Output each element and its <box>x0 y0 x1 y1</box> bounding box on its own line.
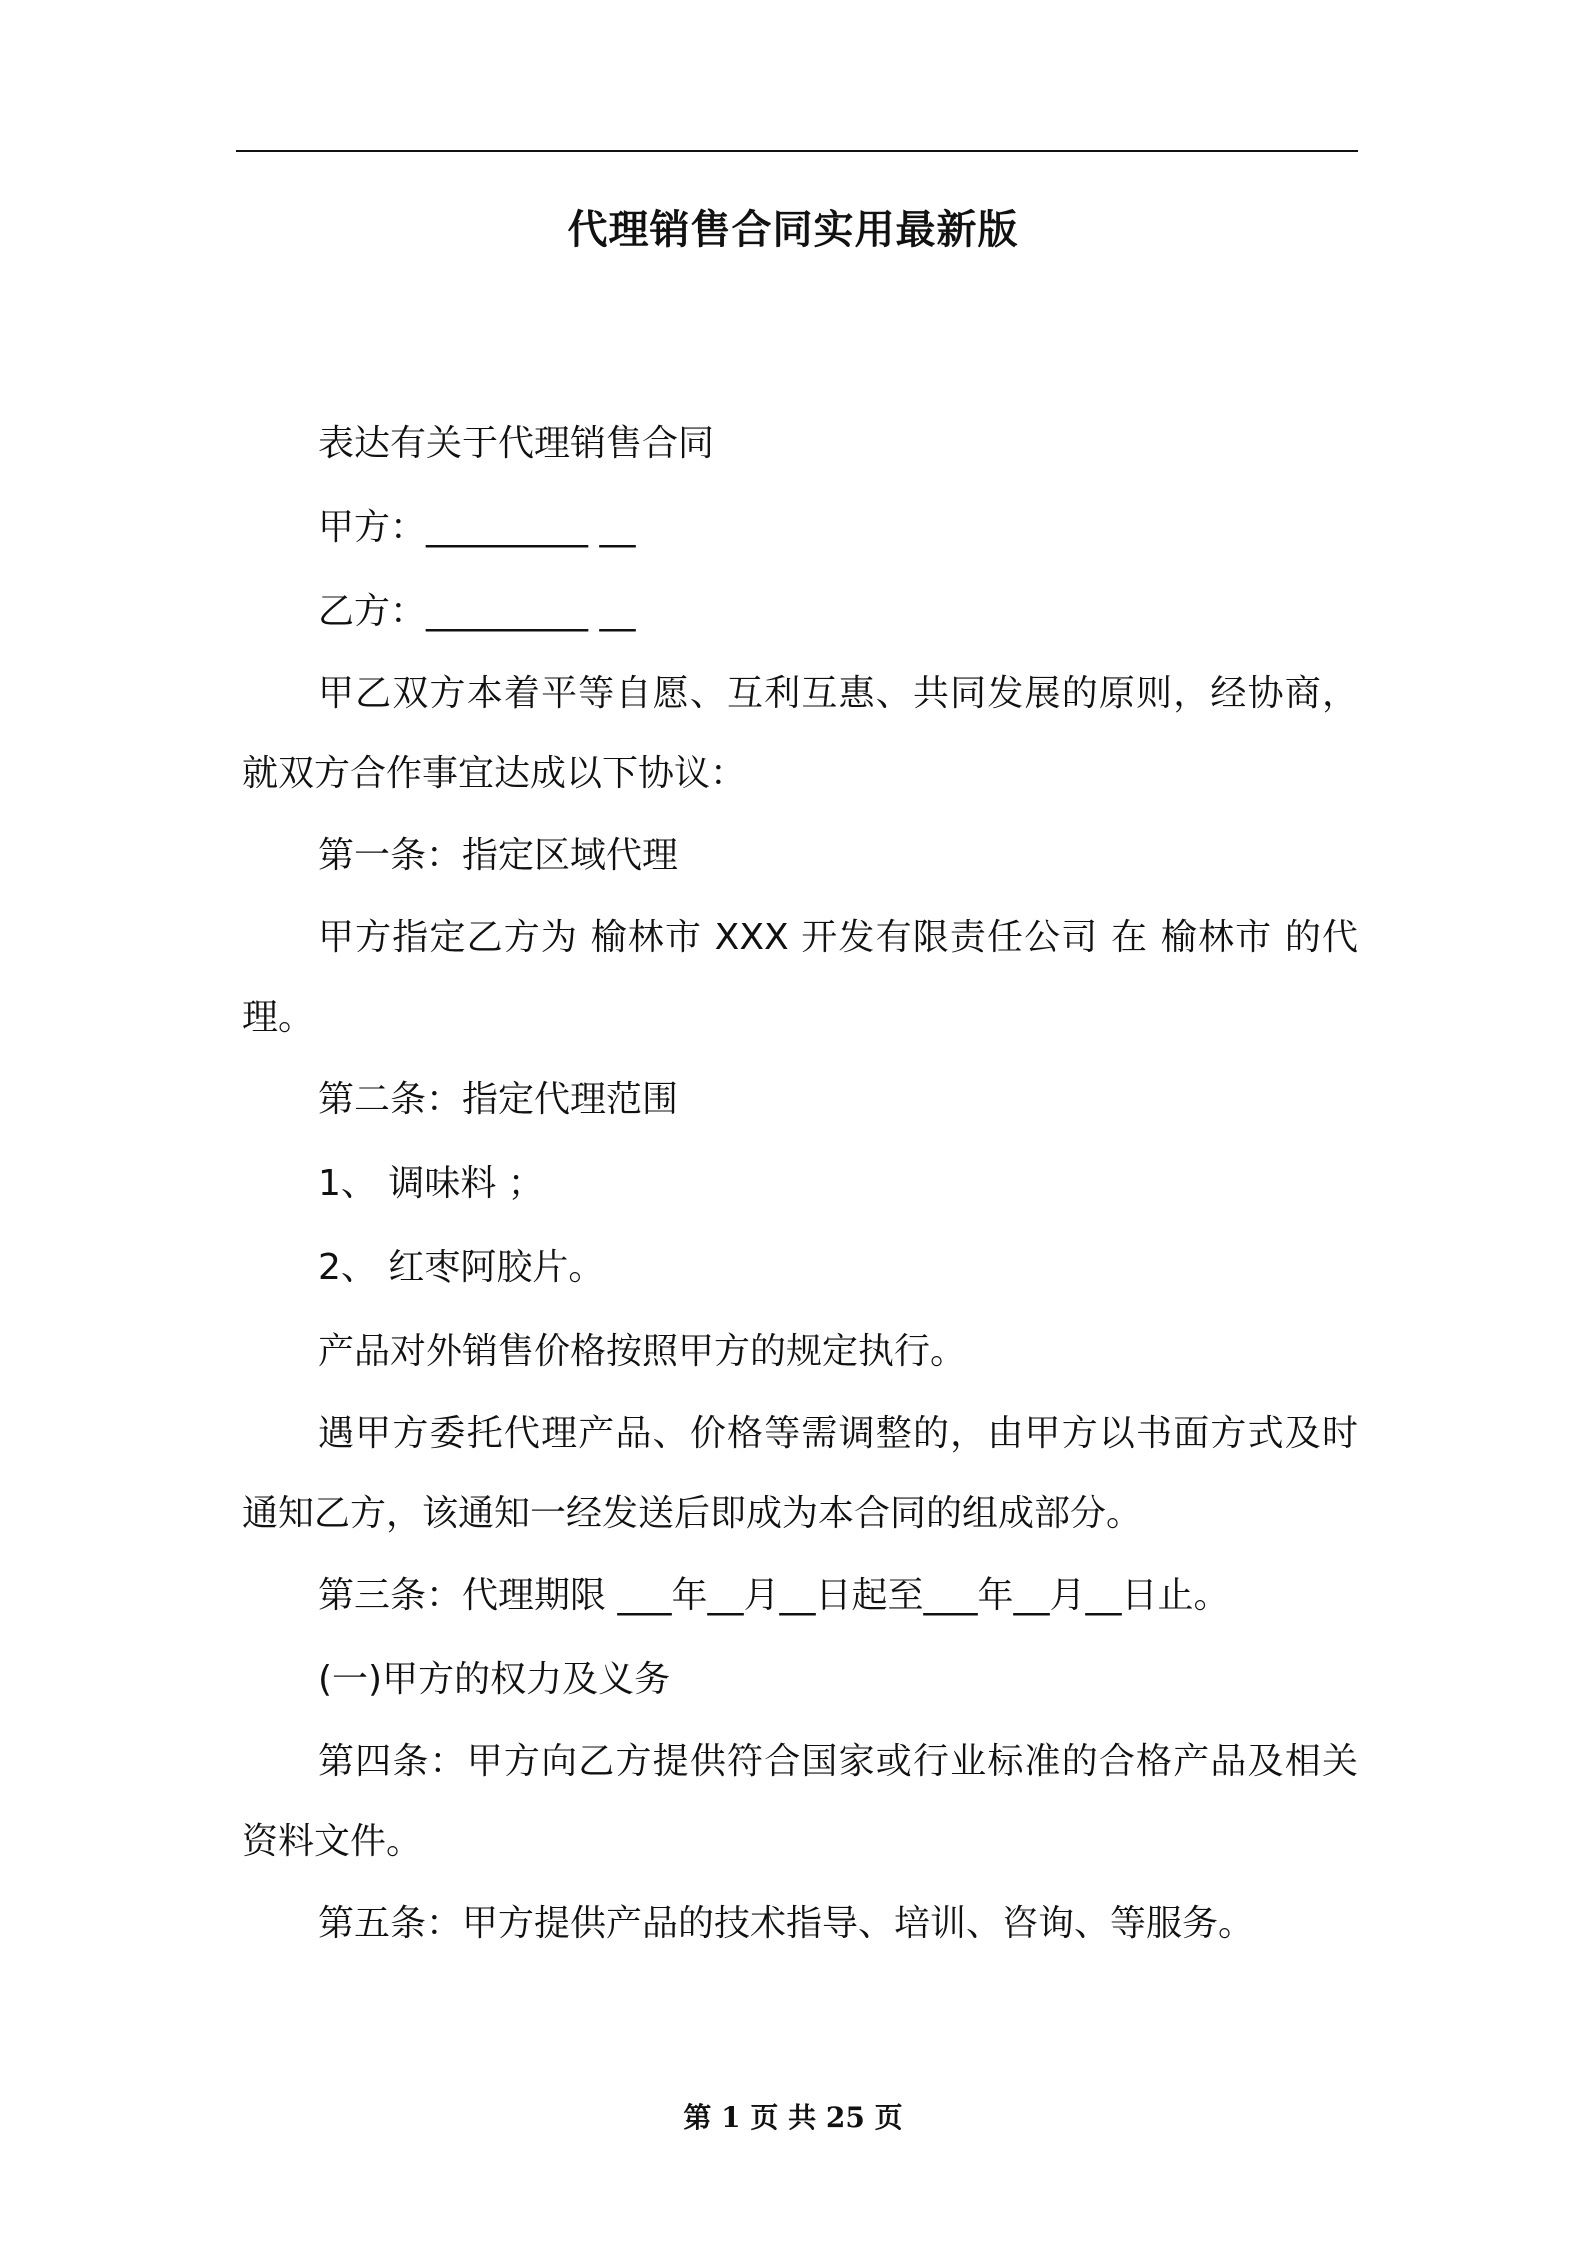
paragraph-party-b: 乙方：_________ __ <box>318 591 636 632</box>
article-2-heading: 第二条：指定代理范围 <box>318 1079 679 1120</box>
paragraph-intro: 表达有关于代理销售合同 <box>318 423 715 464</box>
scope-item-2: 2、 红枣阿胶片。 <box>318 1247 605 1288</box>
paragraph-preamble: 甲乙双方本着平等自愿、互利互惠、共同发展的原则，经协商，就双方合作事宜达成以下协议： <box>242 673 1358 794</box>
paragraph-pricing: 产品对外销售价格按照甲方的规定执行。 <box>318 1331 967 1372</box>
paragraph-adjustment: 遇甲方委托代理产品、价格等需调整的，由甲方以书面方式及时通知乙方，该通知一经发送后即成为本合同的组成部分。 <box>242 1413 1358 1534</box>
article-3: 第三条：代理期限 ___年__月__日起至___年__月__日止。 <box>318 1575 1230 1616</box>
article-5: 第五条：甲方提供产品的技术指导、培训、咨询、等服务。 <box>318 1903 1255 1944</box>
article-4: 第四条：甲方向乙方提供符合国家或行业标准的合格产品及相关资料文件。 <box>242 1741 1358 1862</box>
document-title: 代理销售合同实用最新版 <box>567 207 1019 253</box>
paragraph-party-a: 甲方：_________ __ <box>318 507 636 548</box>
article-1-body: 甲方指定乙方为 榆林市 XXX 开发有限责任公司 在 榆林市 的代理。 <box>242 917 1358 1038</box>
page-number: 第 1 页 共 25 页 <box>683 2101 903 2134</box>
section-heading-party-a-rights: (一)甲方的权力及义务 <box>318 1659 671 1700</box>
header-rule <box>236 150 1358 152</box>
article-1-heading: 第一条：指定区域代理 <box>318 835 679 876</box>
document-body <box>242 402 1358 1966</box>
scope-item-1: 1、 调味料 ； <box>318 1163 544 1204</box>
